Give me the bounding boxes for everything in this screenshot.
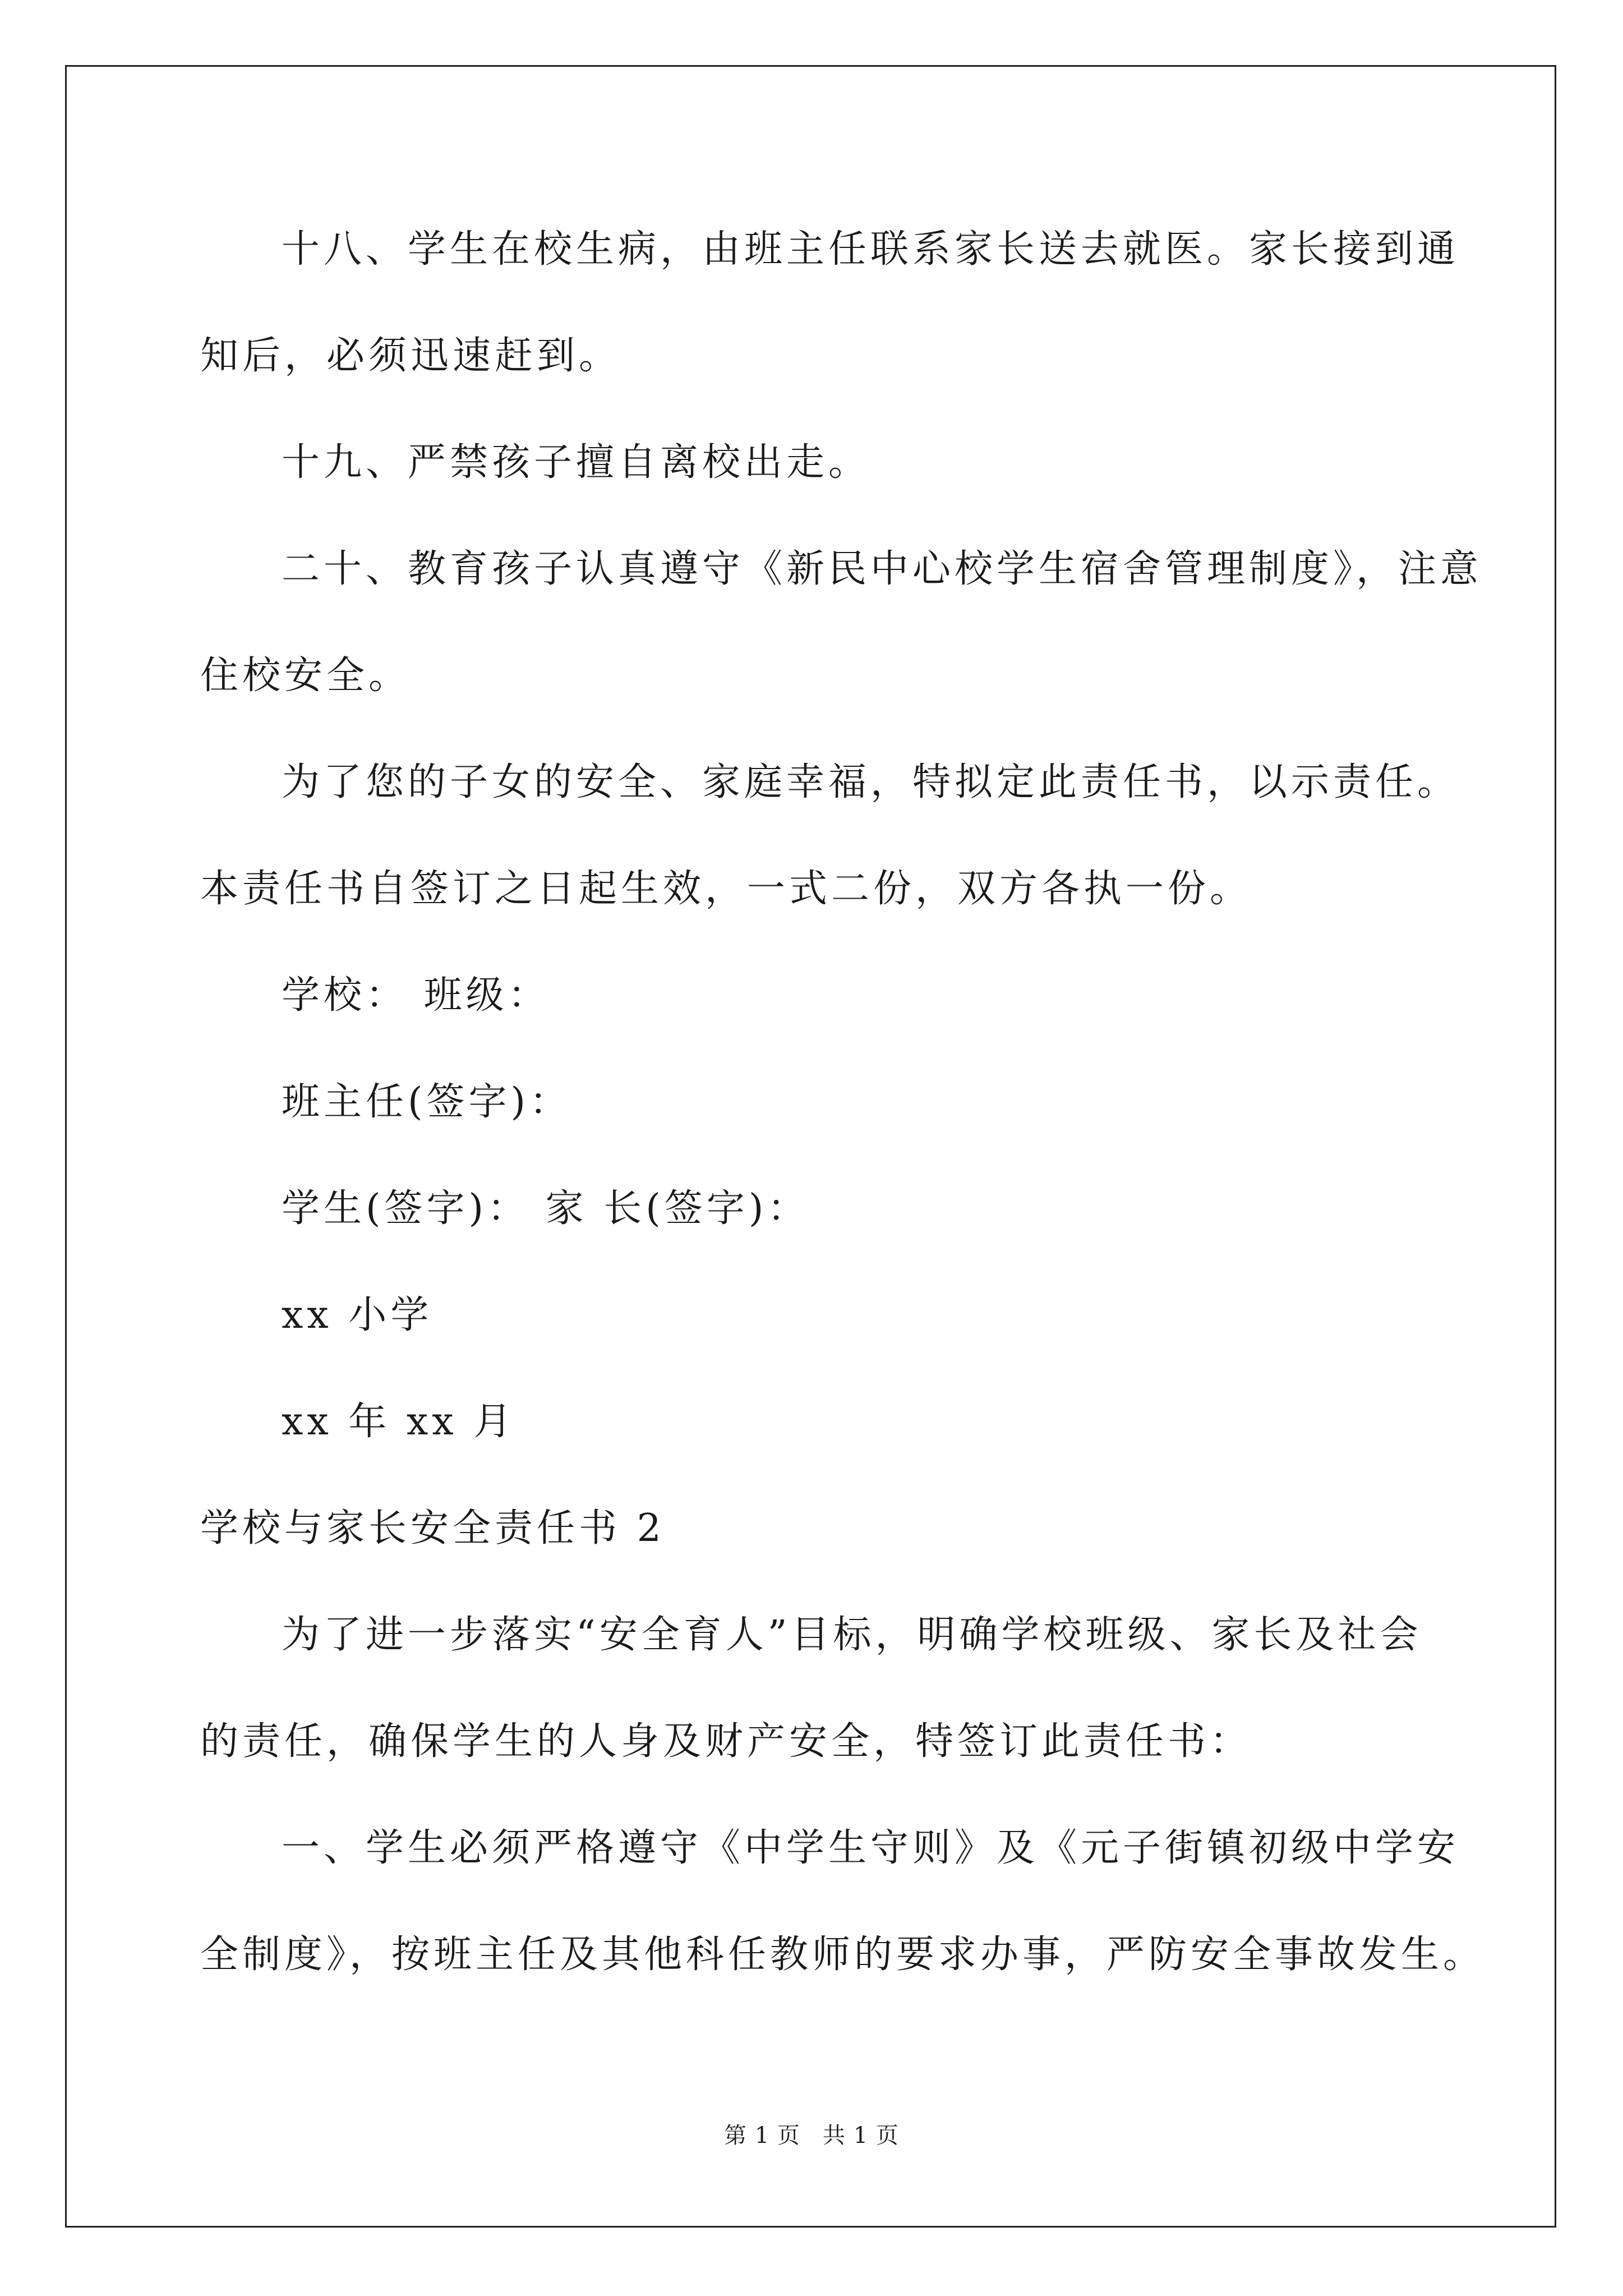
paragraph-line: 为了您的子女的安全、家庭幸福，特拟定此责任书，以示责任。: [282, 760, 1460, 804]
date-line: xx 年 xx 月: [282, 1400, 516, 1444]
page-total: 共 1 页: [823, 2123, 899, 2148]
signature-school-class: 学校： 班级：: [282, 973, 550, 1018]
paragraph-line: 十九、严禁孩子擅自离校出走。: [282, 440, 871, 485]
section-title: 学校与家长安全责任书 2: [200, 1506, 665, 1550]
paragraph-line: 为了进一步落实“安全育人”目标，明确学校班级、家长及社会: [282, 1613, 1422, 1657]
paragraph-line: 本责任书自签订之日起生效，一式二份，双方各执一份。: [200, 867, 1252, 911]
paragraph-line: 十八、学生在校生病，由班主任联系家长送去就医。家长接到通: [282, 227, 1460, 272]
page-border: [65, 65, 1556, 2228]
paragraph-line: 住校安全。: [200, 654, 411, 698]
signature-student-parent: 学生(签字)： 家 长(签字)：: [282, 1186, 810, 1231]
page-footer: [0, 2122, 1623, 2150]
paragraph-line: 二十、教育孩子认真遵守《新民中心校学生宿舍管理制度》，注意: [282, 547, 1483, 591]
paragraph-line: 知后，必须迅速赶到。: [200, 334, 621, 378]
paragraph-line: 的责任，确保学生的人身及财产安全，特签订此责任书：: [200, 1719, 1252, 1764]
page-number: 第 1 页: [724, 2123, 800, 2148]
school-name: xx 小学: [282, 1293, 433, 1337]
paragraph-line: 一、学生必须严格遵守《中学生守则》及《元子街镇初级中学安: [282, 1826, 1460, 1870]
signature-head-teacher: 班主任(签字)：: [282, 1080, 572, 1124]
paragraph-line: 全制度》，按班主任及其他科任教师的要求办事，严防安全事故发生。: [200, 1932, 1486, 1977]
